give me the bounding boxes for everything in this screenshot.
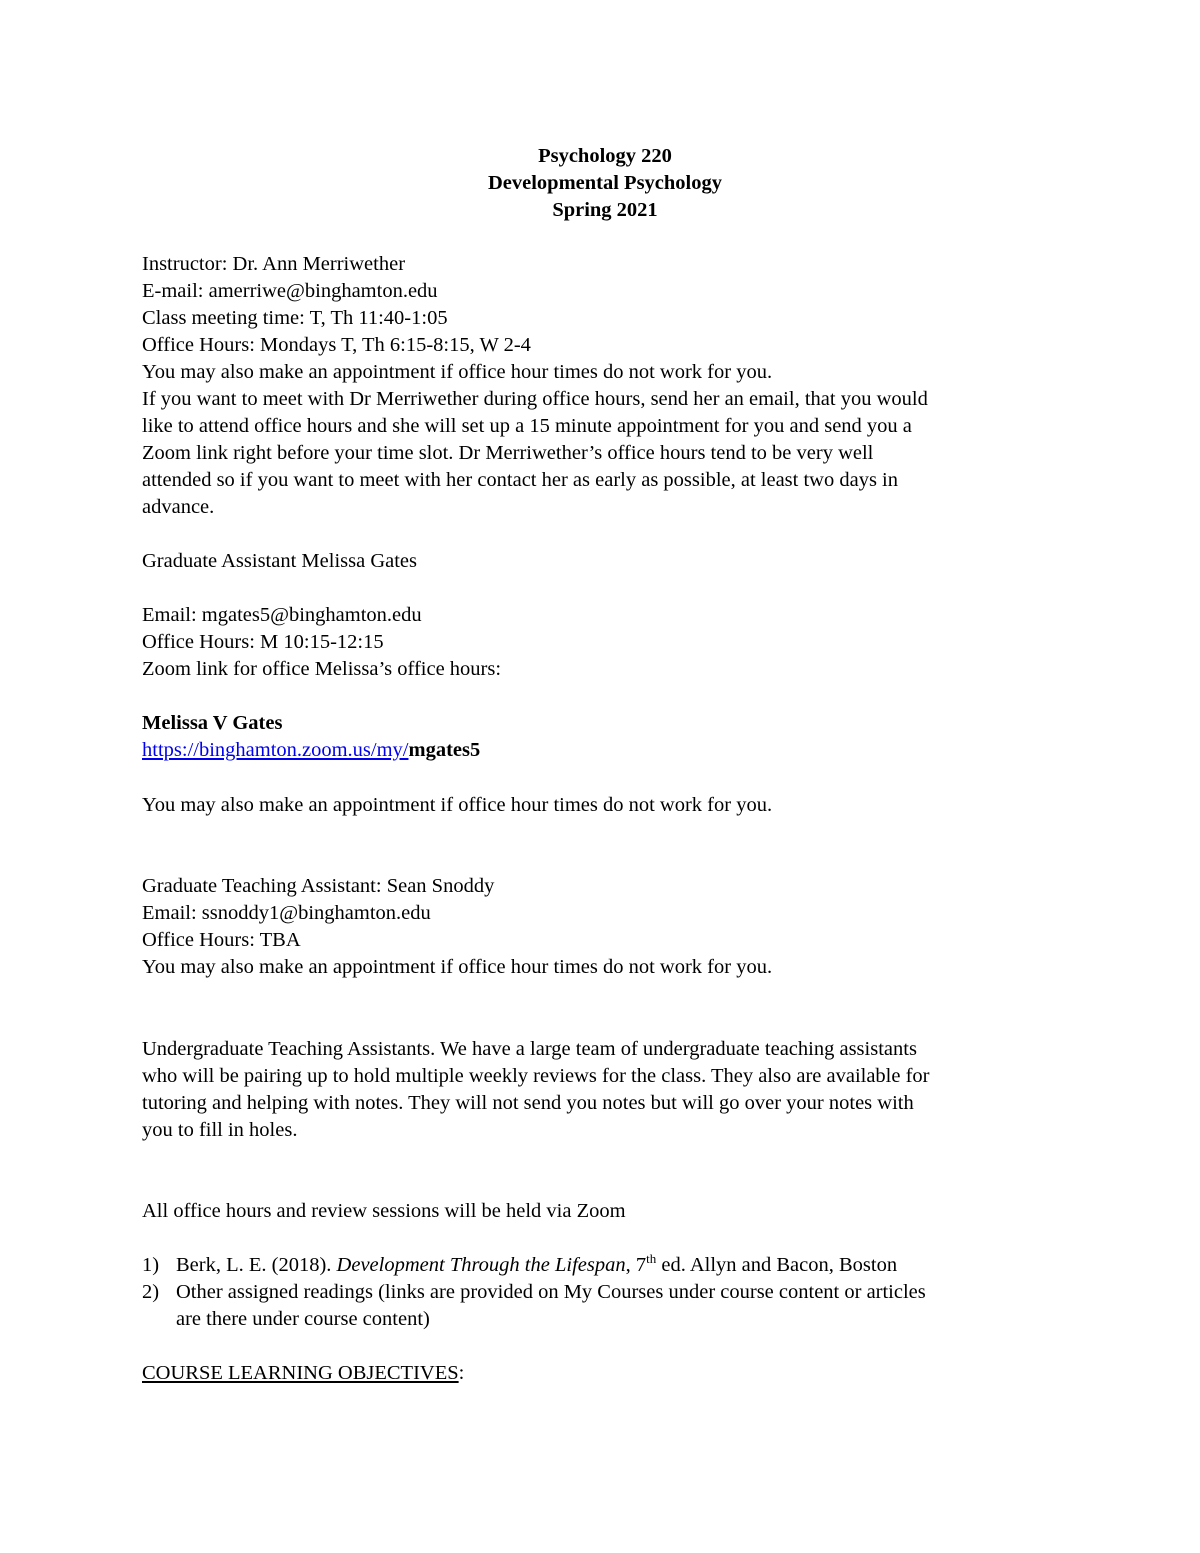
reading-item-other-cont: are there under course content) [176, 1308, 430, 1330]
ga-title: Graduate Assistant Melissa Gates [142, 550, 417, 572]
gta-title: Graduate Teaching Assistant: Sean Snoddy [142, 875, 495, 897]
ga-name: Melissa V Gates [142, 712, 283, 734]
gta-appointment-note: You may also make an appointment if office hour times do not work for you. [142, 956, 773, 978]
course-term: Spring 2021 [552, 199, 658, 221]
instructor-email: E-mail: amerriwe@binghamton.edu [142, 280, 438, 302]
gta-email: Email: ssnoddy1@binghamton.edu [142, 902, 431, 924]
reading-citation-prefix: Berk, L. E. (2018). [176, 1254, 337, 1276]
reading-publisher: ed. Allyn and Bacon, Boston [656, 1254, 898, 1276]
ga-email: Email: mgates5@binghamton.edu [142, 604, 422, 626]
uta-paragraph-line: who will be pairing up to hold multiple weekly reviews for the class. They also are available for [142, 1065, 930, 1087]
instructor-paragraph-line: advance. [142, 496, 215, 518]
ga-zoom-link[interactable]: https://binghamton.zoom.us/my/ [142, 739, 409, 761]
instructor-office-hours: Office Hours: Mondays T, Th 6:15-8:15, W 2-4 [142, 334, 531, 356]
ga-office-hours: Office Hours: M 10:15-12:15 [142, 631, 384, 653]
ga-zoom-label: Zoom link for office Melissa’s office hours: [142, 658, 502, 680]
ga-zoom-link-line [142, 737, 480, 764]
instructor-paragraph-line: attended so if you want to meet with her contact her as early as possible, at least two days in [142, 469, 899, 491]
gta-office-hours: Office Hours: TBA [142, 929, 301, 951]
instructor-line: Instructor: Dr. Ann Merriwether [142, 253, 406, 275]
reading-book-title: Development Through the Lifespan [336, 1254, 626, 1276]
instructor-appointment-note: You may also make an appointment if office hour times do not work for you. [142, 361, 773, 383]
class-meeting-time: Class meeting time: T, Th 11:40-1:05 [142, 307, 448, 329]
instructor-paragraph-line: If you want to meet with Dr Merriwether during office hours, send her an email, that you would [142, 388, 928, 410]
course-number: Psychology 220 [538, 145, 672, 167]
instructor-paragraph-line: like to attend office hours and she will set up a 15 minute appointment for you and send you a [142, 415, 912, 437]
reading-item-textbook [176, 1252, 897, 1279]
objectives-heading: COURSE LEARNING OBJECTIVES [142, 1362, 459, 1384]
uta-paragraph-line: tutoring and helping with notes. They will not send you notes but will go over your notes with [142, 1092, 914, 1114]
instructor-paragraph-line: Zoom link right before your time slot. Dr Merriwether’s office hours tend to be very well [142, 442, 874, 464]
ga-zoom-link-suffix: mgates5 [408, 739, 481, 761]
uta-paragraph-line: Undergraduate Teaching Assistants. We have a large team of undergraduate teaching assistants [142, 1038, 917, 1060]
reading-item-other: Other assigned readings (links are provided on My Courses under course content or articles [176, 1281, 926, 1303]
reading-edition-sup: th [646, 1251, 657, 1267]
zoom-note: All office hours and review sessions will be held via Zoom [142, 1200, 626, 1222]
reading-number: 2) [142, 1281, 160, 1303]
reading-edition: , 7 [625, 1254, 647, 1276]
objectives-heading-colon: : [458, 1362, 465, 1384]
course-title: Developmental Psychology [487, 172, 723, 194]
objectives-heading-line [142, 1360, 464, 1387]
ga-appointment-note: You may also make an appointment if office hour times do not work for you. [142, 794, 773, 816]
uta-paragraph-line: you to fill in holes. [142, 1119, 298, 1141]
reading-number: 1) [142, 1254, 160, 1276]
